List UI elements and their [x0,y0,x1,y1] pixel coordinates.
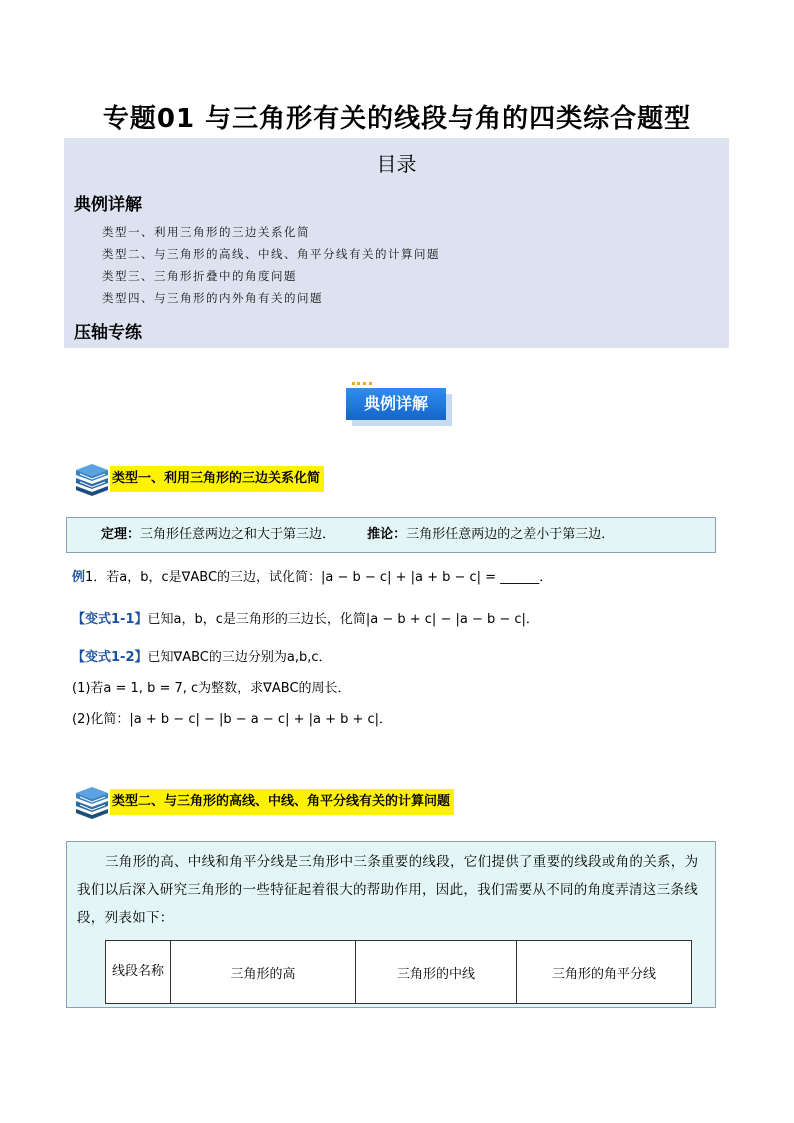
toc-item-type3[interactable]: 类型三、三角形折叠中的角度问题 [102,269,297,283]
table-of-contents [64,138,729,348]
variant-1-2-q1: (1)若a = 1, b = 7, c为整数，求∇ABC的周长． [72,681,351,696]
toc-item-type1[interactable]: 类型一、利用三角形的三边关系化简 [102,225,310,239]
segments-table [105,940,692,1004]
page-title: 专题01 与三角形有关的线段与角的四类综合题型 [102,104,692,134]
toc-item-type2[interactable]: 类型二、与三角形的高线、中线、角平分线有关的计算问题 [102,247,440,261]
example-number: 1． [85,570,107,585]
books-icon [72,462,112,496]
type1-header [72,462,362,496]
type2-label: 类型二、与三角形的高线、中线、角平分线有关的计算问题 [110,789,454,815]
example-text: 若a，b，c是∇ABC的三边，试化简：|a − b − c| + |a + b − c| = ______． [106,570,553,585]
toc-section-examples[interactable]: 典例详解 [74,195,142,215]
toc-item-type4[interactable]: 类型四、与三角形的内外角有关的问题 [102,291,323,305]
banner-label: 典例详解 [346,388,446,420]
corollary-key: 推论： [367,527,407,542]
section-banner [346,383,454,423]
table-header-cell: 三角形的中线 [356,941,517,1004]
theorem-box [66,517,716,553]
variant-1-1-label: 【变式1-1】 [72,612,148,627]
type2-info-box [66,841,716,1008]
table-header-cell: 三角形的角平分线 [517,941,692,1004]
example-1 [72,566,552,585]
example-label: 例 [72,570,86,585]
toc-heading: 目录 [376,152,417,176]
corollary-text: 三角形任意两边的之差小于第三边． [406,527,615,542]
toc-section-exercises[interactable]: 压轴专练 [74,323,142,343]
type2-paragraph: 三角形的高、中线和角平分线是三角形中三条重要的线段，它们提供了重要的线段或角的关系，为我们以后深入研究三角形的一些特征起着很大的帮助作用，因此，我们需要从不同的角度弄清这三条线段，列表如下： [77,854,699,926]
table-header-cell: 三角形的高 [171,941,356,1004]
books-icon [72,785,112,819]
variant-1-2-text: 已知∇ABC的三边分别为a,b,c． [147,650,332,665]
variant-1-2 [72,646,332,665]
variant-1-2-label: 【变式1-2】 [72,650,148,665]
variant-1-2-q2: (2)化简：|a + b − c| − |b − a − c| + |a + b + c|． [72,712,393,727]
variant-1-1 [72,608,539,627]
table-row [106,941,692,1004]
theorem-text: 三角形任意两边之和大于第三边． [140,527,336,542]
table-header-cell: 线段名称 [106,941,171,1004]
theorem-key: 定理： [101,527,141,542]
variant-1-1-text: 已知a，b，c是三角形的三边长，化简|a − b + c| − |a − b − c|． [147,612,539,627]
type1-label: 类型一、利用三角形的三边关系化简 [110,466,324,492]
type2-header [72,785,502,819]
